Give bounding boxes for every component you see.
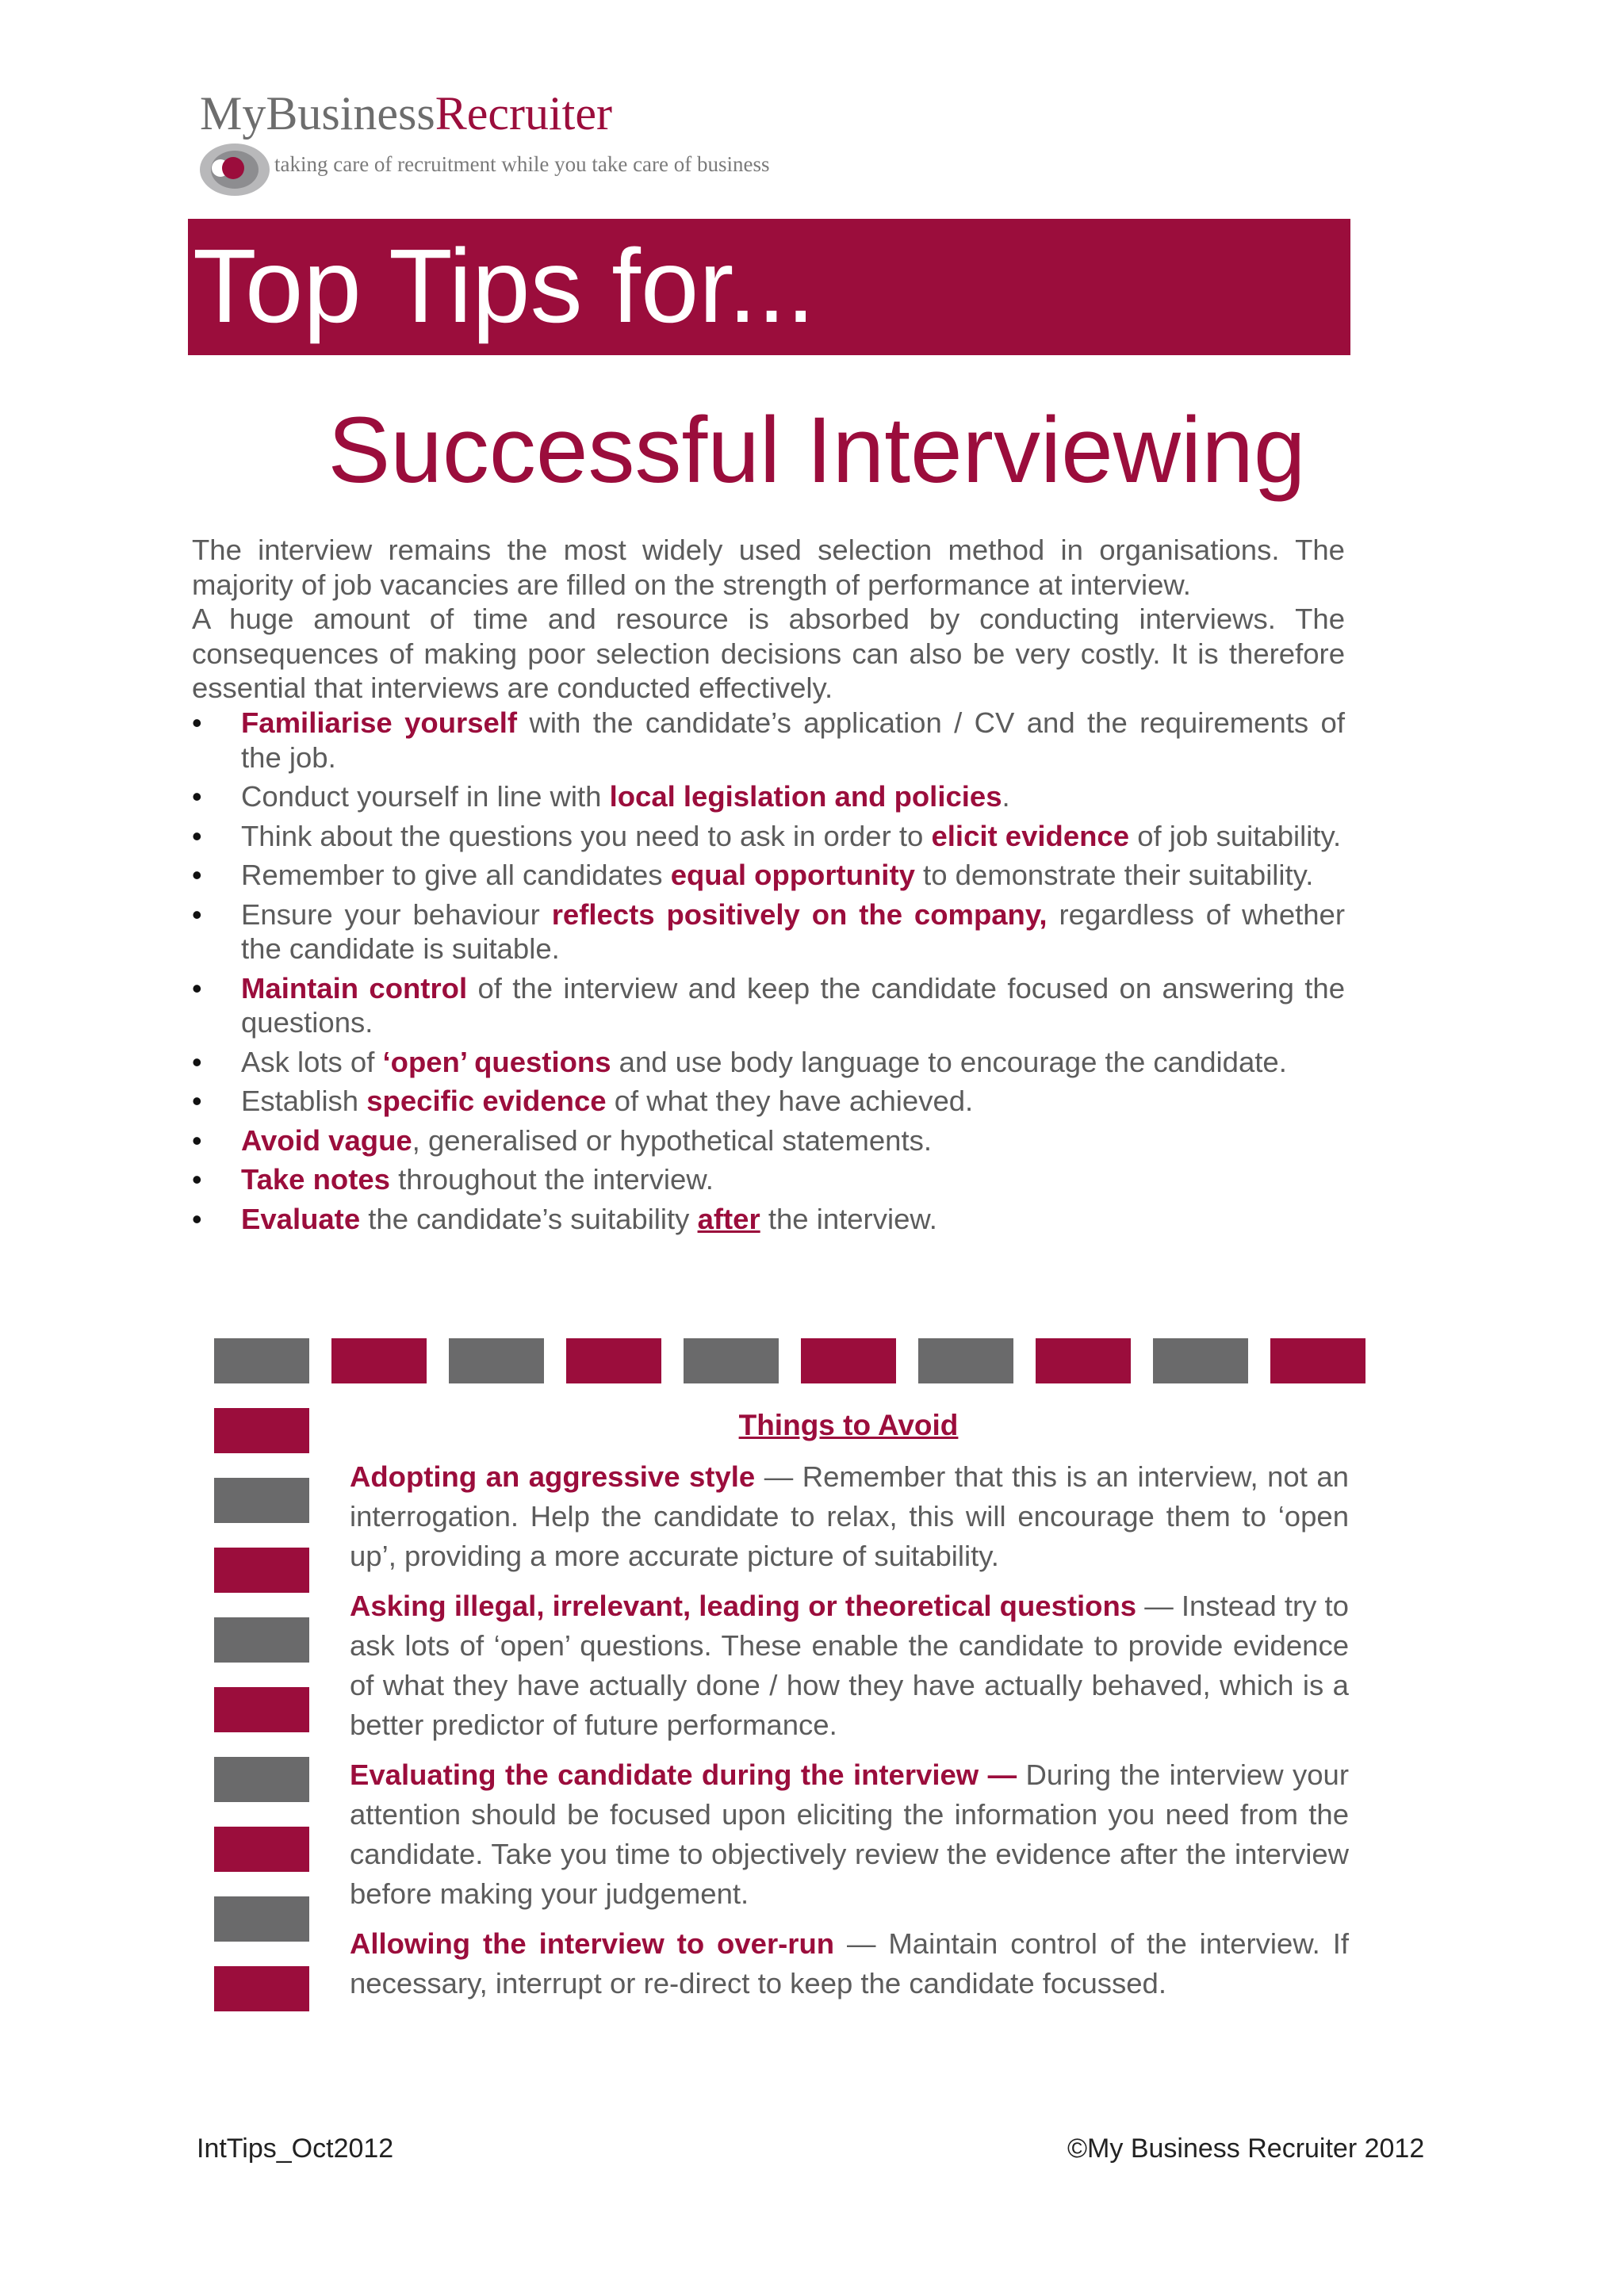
avoid-item: Evaluating the candidate during the interview — During the interview your attention should be focused upon eliciting the information you need from the candidate. Take you time to objectively review the evidence after the interview before making your judgement.	[350, 1758, 1349, 1910]
logo-mark-icon	[198, 141, 274, 198]
tip-item: • Think about the questions you need to ask in order to elicit evidence of job suitability.	[192, 819, 1345, 854]
divider-square	[1036, 1338, 1131, 1383]
tip-item: • Avoid vague, generalised or hypothetical statements.	[192, 1123, 1345, 1158]
intro-paragraph-2: A huge amount of time and resource is absorbed by conducting interviews. The consequences of making poor selection decisions can also be very costly. It is therefore essential that interviews are conducted effectively.	[192, 603, 1345, 704]
avoid-item: Adopting an aggressive style — Remember that this is an interview, not an interrogation. Help the candidate to relax, this will encourage them to ‘open up’, providing a more accurate picture of suitability.	[350, 1460, 1349, 1572]
tip-item: • Conduct yourself in line with local legislation and policies.	[192, 779, 1345, 814]
tip-item: • Ensure your behaviour reflects positively on the company, regardless of whether the candidate is suitable.	[192, 897, 1345, 966]
divider-square	[566, 1338, 661, 1383]
page-title: Successful Interviewing	[327, 398, 1306, 503]
tips-list	[192, 706, 1345, 1241]
divider-square	[684, 1338, 779, 1383]
avoid-list	[350, 1457, 1349, 2014]
tip-item: • Take notes throughout the interview.	[192, 1162, 1345, 1197]
footer-copyright: ©My Business Recruiter 2012	[1067, 2133, 1425, 2164]
divider-square	[1153, 1338, 1248, 1383]
tip-item: • Remember to give all candidates equal opportunity to demonstrate their suitability.	[192, 858, 1345, 893]
title-banner	[188, 219, 1350, 355]
logo-name: MyBusinessRecruiter	[200, 87, 612, 140]
tip-item: • Ask lots of ‘open’ questions and use body language to encourage the candidate.	[192, 1045, 1345, 1080]
side-square	[214, 1757, 309, 1802]
intro	[192, 533, 1345, 706]
side-square	[214, 1478, 309, 1523]
divider-square	[449, 1338, 544, 1383]
logo-tagline: taking care of recruitment while you take care of business	[274, 152, 770, 176]
banner-title: Top Tips for...	[193, 228, 816, 344]
divider-square	[801, 1338, 896, 1383]
intro-paragraph-1: The interview remains the most widely used selection method in organisations. The majority of job vacancies are filled on the strength of performance at interview.	[192, 534, 1345, 601]
avoid-title: Things to Avoid	[738, 1409, 959, 1441]
side-square	[214, 1548, 309, 1593]
side-square	[214, 1896, 309, 1942]
side-square	[214, 1617, 309, 1663]
divider-square	[214, 1338, 309, 1383]
divider-square	[331, 1338, 427, 1383]
divider-square	[1270, 1338, 1365, 1383]
side-square	[214, 1408, 309, 1453]
tip-item: • Familiarise yourself with the candidate’s application / CV and the requirements of the job.	[192, 706, 1345, 775]
footer-reference: IntTips_Oct2012	[197, 2133, 394, 2164]
side-square	[214, 1687, 309, 1732]
avoid-item: Asking illegal, irrelevant, leading or theoretical questions — Instead try to ask lots of ‘open’ questions. These enable the candidate to provide evidence of what they have actually done / how they have actually behaved, which is a better predictor of future performance.	[350, 1590, 1349, 1741]
side-square	[214, 1827, 309, 1872]
tip-item: • Establish specific evidence of what they have achieved.	[192, 1084, 1345, 1119]
tip-item: • Evaluate the candidate’s suitability after the interview.	[192, 1202, 1345, 1237]
divider-square	[918, 1338, 1013, 1383]
side-square	[214, 1966, 309, 2011]
tip-item: • Maintain control of the interview and keep the candidate focused on answering the questions.	[192, 971, 1345, 1040]
avoid-item: Allowing the interview to over-run — Maintain control of the interview. If necessary, interrupt or re-direct to keep the candidate focussed.	[350, 1927, 1349, 1999]
logo	[198, 86, 856, 197]
